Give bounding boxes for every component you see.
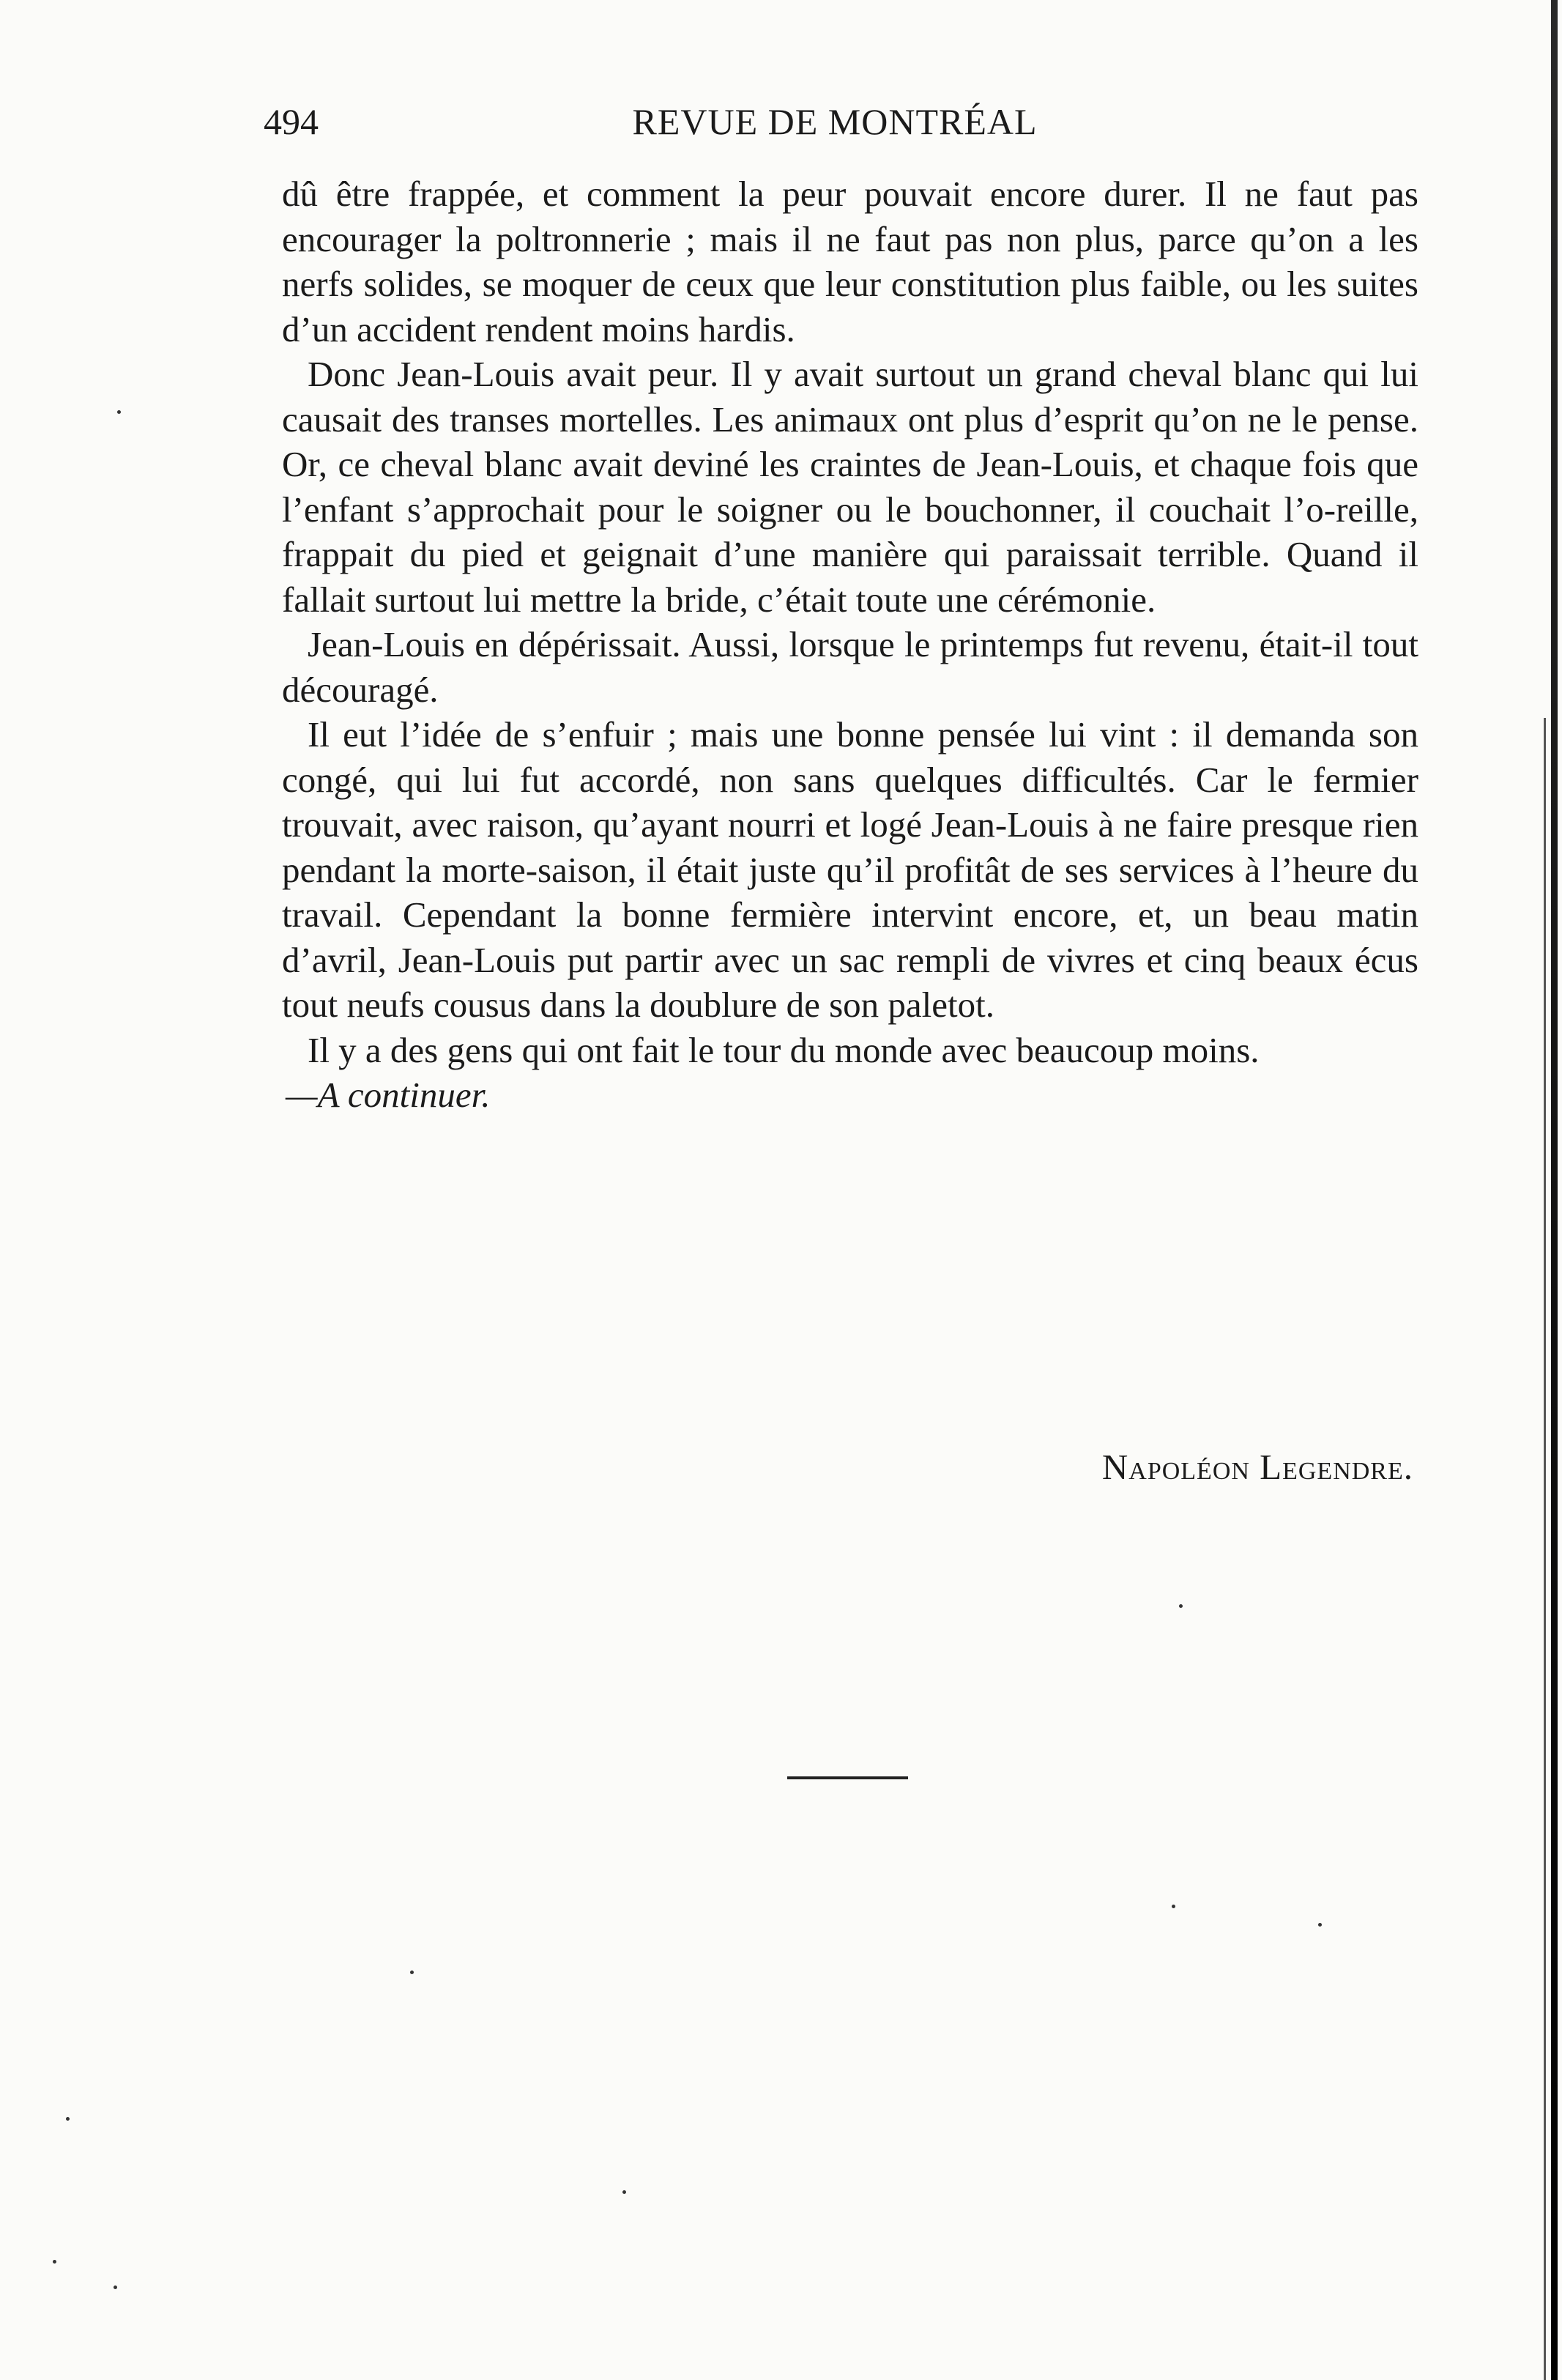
paragraph-5: Il y a des gens qui ont fait le tour du monde avec beaucoup moins. (308, 1029, 1260, 1070)
paragraph-3: Jean-Louis en dépérissait. Aussi, lorsque le printemps fut revenu, était-il tout découragé. (282, 624, 1418, 710)
body-text (282, 171, 1418, 1118)
page-header (264, 92, 1406, 151)
page-number: 494 (264, 101, 319, 142)
page-edge-shadow (1551, 0, 1558, 2380)
paragraph-2: Donc Jean-Louis avait peur. Il y avait surtout un grand cheval blanc qui lui causait des transes mortelles. Les animaux ont plus d’esprit qu’on ne le pense. Or, ce cheval blanc avait deviné les craintes de Jean-Louis, et chaque fois que l’enfant s’approchait pour le soigner ou le bouchonner, il couchait l’o-reille, frappait du pied et geignait d’une manière qui paraissait terrible. Quand il fallait surtout lui mettre la bride, c’était toute une cérémonie. (282, 354, 1418, 620)
scan-speck (1179, 1604, 1183, 1608)
continuation-note: —A continuer. (286, 1075, 491, 1115)
scan-speck (53, 2260, 56, 2264)
scan-speck (114, 2286, 117, 2289)
author-signature: Napoléon Legendre. (1101, 1447, 1413, 1487)
paragraph-4: Il eut l’idée de s’enfuir ; mais une bonne pensée lui vint : il demanda son congé, qui lui fut accordé, non sans quelques difficultés. Car le fermier trouvait, avec raison, qu’ayant nourri et logé Jean-Louis à ne faire presque rien pendant la morte-saison, il était juste qu’il profitât de ses services à l’heure du travail. Cependant la bonne fermière intervint encore, et, un beau matin d’avril, Jean-Louis put partir avec un sac rempli de vivres et cinq beaux écus tout neufs cousus dans la doublure de son paletot. (282, 714, 1418, 1025)
section-divider (787, 1776, 908, 1779)
paragraph-1: dû être frappée, et comment la peur pouvait encore durer. Il ne faut pas encourager la poltronnerie ; mais il ne faut pas non plus, parce qu’on a les nerfs solides, se moquer de ceux que leur constitution plus faible, ou les suites d’un accident rendent moins hardis. (282, 174, 1418, 349)
scan-speck (66, 2117, 70, 2121)
scan-speck (1172, 1905, 1175, 1908)
scan-speck (410, 1971, 414, 1974)
scan-speck (1318, 1923, 1322, 1927)
scan-speck (117, 410, 121, 414)
running-title: REVUE DE MONTRÉAL (632, 101, 1038, 142)
page-edge-line (1544, 718, 1546, 2380)
scan-speck (622, 2190, 626, 2194)
